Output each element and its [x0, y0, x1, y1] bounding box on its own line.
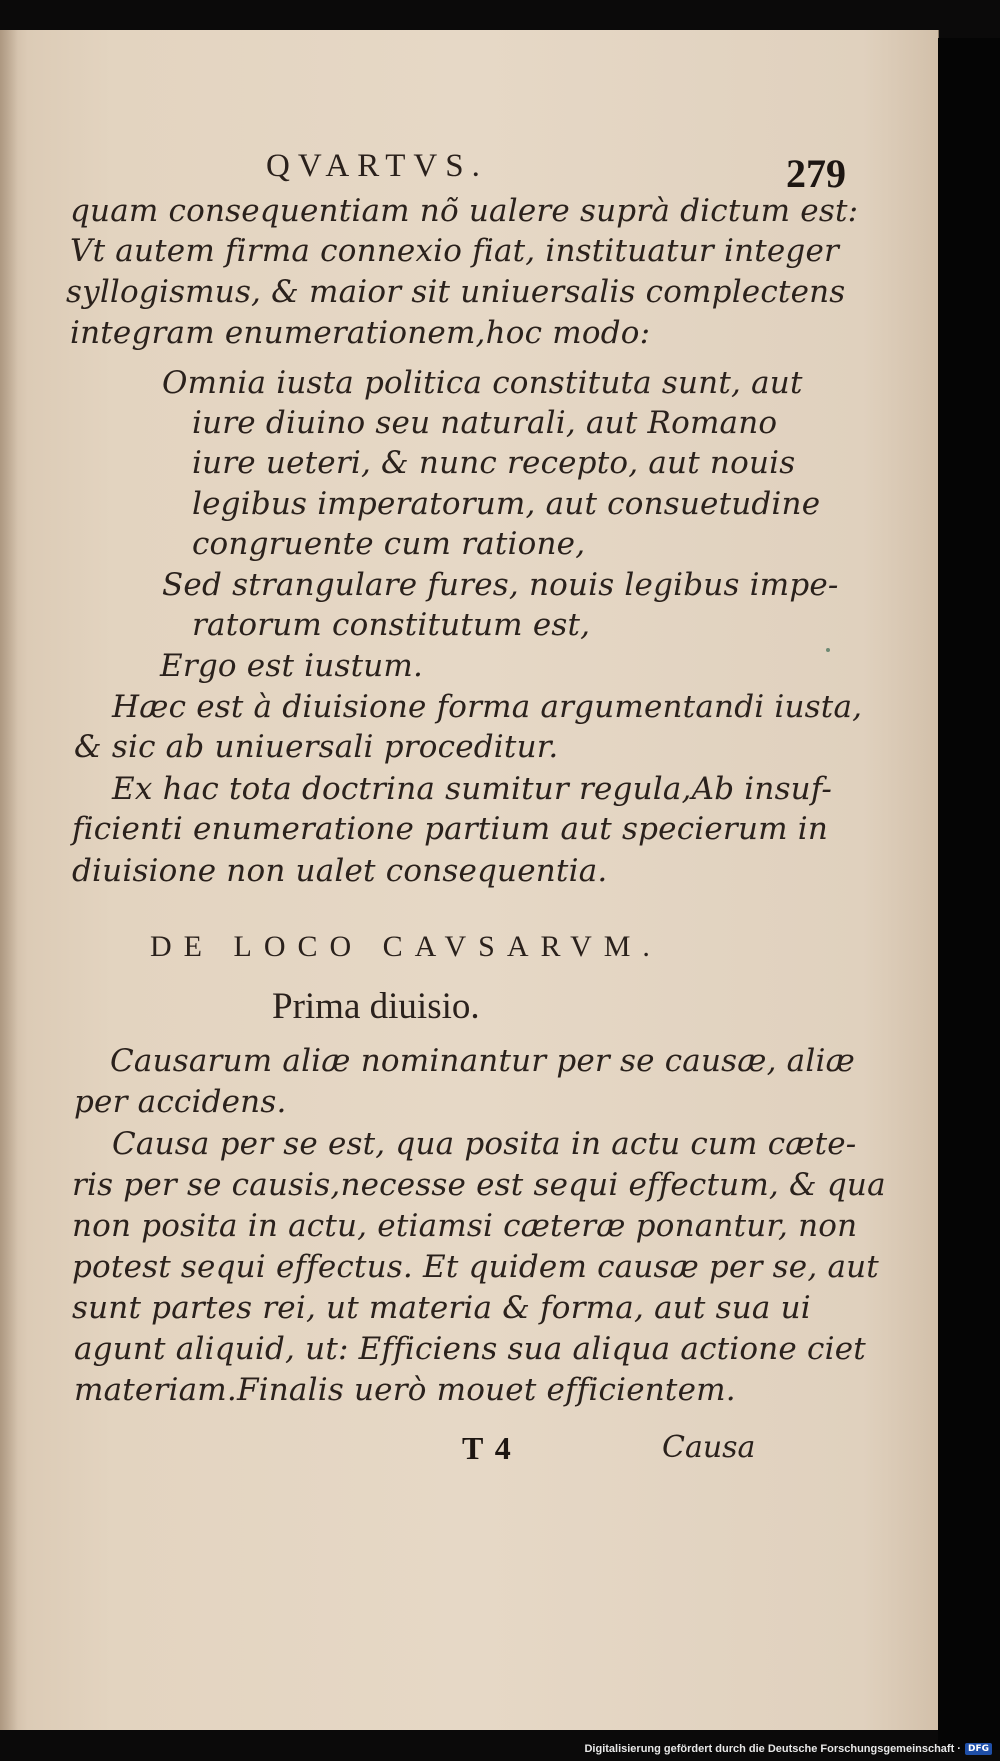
- section-heading: DE LOCO CAVSARVM.: [150, 930, 662, 963]
- page-edge-shadow: [938, 38, 1000, 1750]
- text-line: Sed strangulare fures, nouis legibus impe-: [162, 567, 839, 603]
- text-line: congruente cum ratione,: [192, 526, 586, 562]
- book-page: [0, 30, 939, 1730]
- text-line: Hæc est à diuisione forma argumentandi iusta,: [112, 689, 863, 725]
- page-number: 279: [786, 151, 846, 196]
- text-line: diuisione non ualet consequentia.: [72, 853, 608, 889]
- text-line: Ex hac tota doctrina sumitur regula,Ab insuf-: [112, 771, 833, 807]
- text-line: non posita in actu, etiamsi cæteræ ponantur, non: [72, 1208, 858, 1244]
- credit-text: Digitalisierung gefördert durch die Deutsche Forschungsgemeinschaft ·: [584, 1743, 961, 1755]
- text-line: ratorum constitutum est,: [192, 607, 591, 643]
- text-line: potest sequi effectus. Et quidem causæ per se, aut: [72, 1249, 879, 1285]
- text-line: integram enumerationem,hoc modo:: [70, 315, 651, 351]
- text-line: ris per se causis,necesse est sequi effectum, & qua: [72, 1167, 886, 1203]
- text-line: legibus imperatorum, aut consuetudine: [192, 486, 821, 522]
- text-line: iure ueteri, & nunc recepto, aut nouis: [192, 445, 796, 481]
- text-line: per accidens.: [74, 1084, 287, 1120]
- text-line: iure diuino seu naturali, aut Romano: [192, 405, 778, 441]
- running-head: QVARTVS.: [266, 148, 488, 184]
- text-line: syllogismus, & maior sit uniuersalis complectens: [66, 274, 846, 310]
- text-line: Causa per se est, qua posita in actu cum cæte-: [112, 1126, 857, 1162]
- paper-speck: [826, 648, 830, 652]
- digitization-credit: [584, 1743, 992, 1755]
- text-line: Vt autem firma connexio fiat, instituatur integer: [70, 233, 840, 269]
- text-line: ficienti enumeratione partium aut specierum in: [72, 811, 829, 847]
- text-line: & sic ab uniuersali proceditur.: [74, 729, 559, 765]
- signature-mark: T 4: [462, 1430, 513, 1466]
- text-line: Omnia iusta politica constituta sunt, aut: [162, 365, 803, 401]
- text-line: Causarum aliæ nominantur per se causæ, aliæ: [110, 1043, 855, 1079]
- text-line: agunt aliquid, ut: Efficiens sua aliqua actione ciet: [74, 1331, 866, 1367]
- text-line: sunt partes rei, ut materia & forma, aut sua ui: [72, 1290, 811, 1326]
- text-line: materiam.Finalis uerò mouet efficientem.: [74, 1372, 736, 1408]
- subheading: Prima diuisio.: [272, 986, 480, 1027]
- text-line: quam consequentiam nõ ualere suprà dictum est:: [70, 193, 859, 229]
- text-line: Ergo est iustum.: [160, 648, 424, 684]
- dfg-logo: DFG: [965, 1743, 992, 1755]
- catchword: Causa: [662, 1430, 756, 1465]
